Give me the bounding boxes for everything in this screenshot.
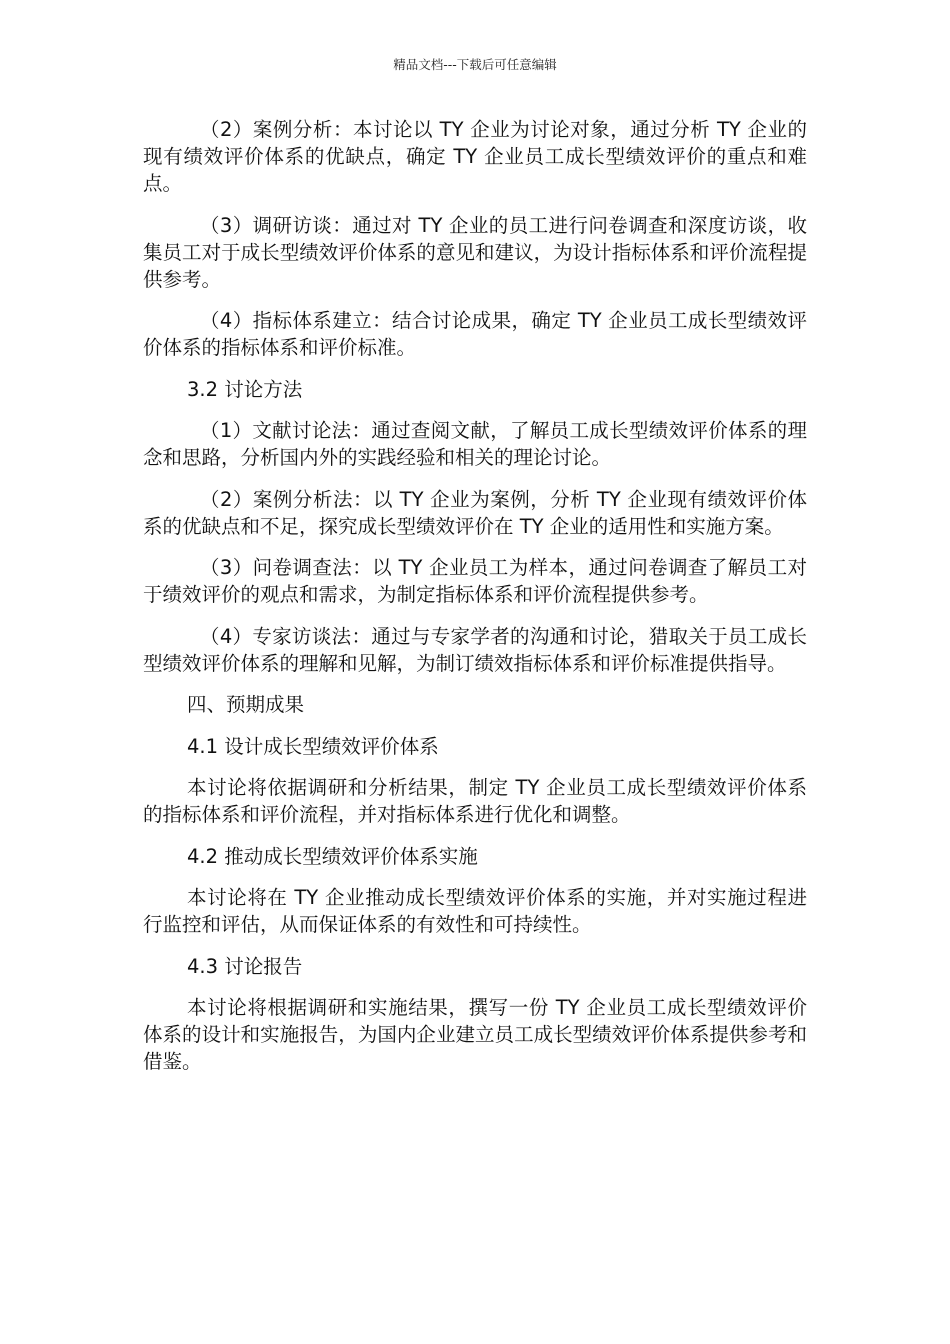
document-body bbox=[143, 116, 807, 1090]
section-heading-4-1: 4.1 设计成长型绩效评价体系 bbox=[187, 734, 439, 758]
paragraph-case-analysis: （2）案例分析：本讨论以 TY 企业为讨论对象，通过分析 TY 企业的现有绩效评价体系的优缺点，确定 TY 企业员工成长型绩效评价的重点和难点。 bbox=[143, 118, 807, 195]
section-heading-4-2: 4.2 推动成长型绩效评价体系实施 bbox=[187, 844, 478, 868]
paragraph-expert-method: （4）专家访谈法：通过与专家学者的沟通和讨论，猎取关于员工成长型绩效评价体系的理解和见解，为制订绩效指标体系和评价标准提供指导。 bbox=[143, 624, 807, 675]
paragraph-survey-method: （3）问卷调查法：以 TY 企业员工为样本，通过问卷调查了解员工对于绩效评价的观点和需求，为制定指标体系和评价流程提供参考。 bbox=[143, 556, 807, 606]
paragraph-implementation: 本讨论将在 TY 企业推动成长型绩效评价体系的实施，并对实施过程进行监控和评估，从而保证体系的有效性和可持续性。 bbox=[143, 886, 807, 936]
section-heading-3-2: 3.2 讨论方法 bbox=[187, 377, 303, 401]
paragraph-case-method: （2）案例分析法：以 TY 企业为案例，分析 TY 企业现有绩效评价体系的优缺点和不足，探究成长型绩效评价在 TY 企业的适用性和实施方案。 bbox=[143, 487, 807, 538]
page-header: 精品文档---下载后可任意编辑 bbox=[393, 57, 557, 72]
section-heading-4: 四、预期成果 bbox=[187, 693, 305, 716]
section-heading-4-3: 4.3 讨论报告 bbox=[187, 954, 303, 978]
paragraph-report: 本讨论将根据调研和实施结果，撰写一份 TY 企业员工成长型绩效评价体系的设计和实施报告，为国内企业建立员工成长型绩效评价体系提供参考和借鉴。 bbox=[143, 996, 807, 1073]
paragraph-literature-method: （1）文献讨论法：通过查阅文献，了解员工成长型绩效评价体系的理念和思路，分析国内外的实践经验和相关的理论讨论。 bbox=[143, 419, 807, 469]
paragraph-research-interview: （3）调研访谈：通过对 TY 企业的员工进行问卷调查和深度访谈，收集员工对于成长型绩效评价体系的意见和建议，为设计指标体系和评价流程提供参考。 bbox=[143, 213, 807, 291]
paragraph-indicator-system: （4）指标体系建立：结合讨论成果，确定 TY 企业员工成长型绩效评价体系的指标体系和评价标准。 bbox=[143, 309, 807, 359]
paragraph-design-system: 本讨论将依据调研和分析结果，制定 TY 企业员工成长型绩效评价体系的指标体系和评价流程，并对指标体系进行优化和调整。 bbox=[143, 776, 807, 826]
